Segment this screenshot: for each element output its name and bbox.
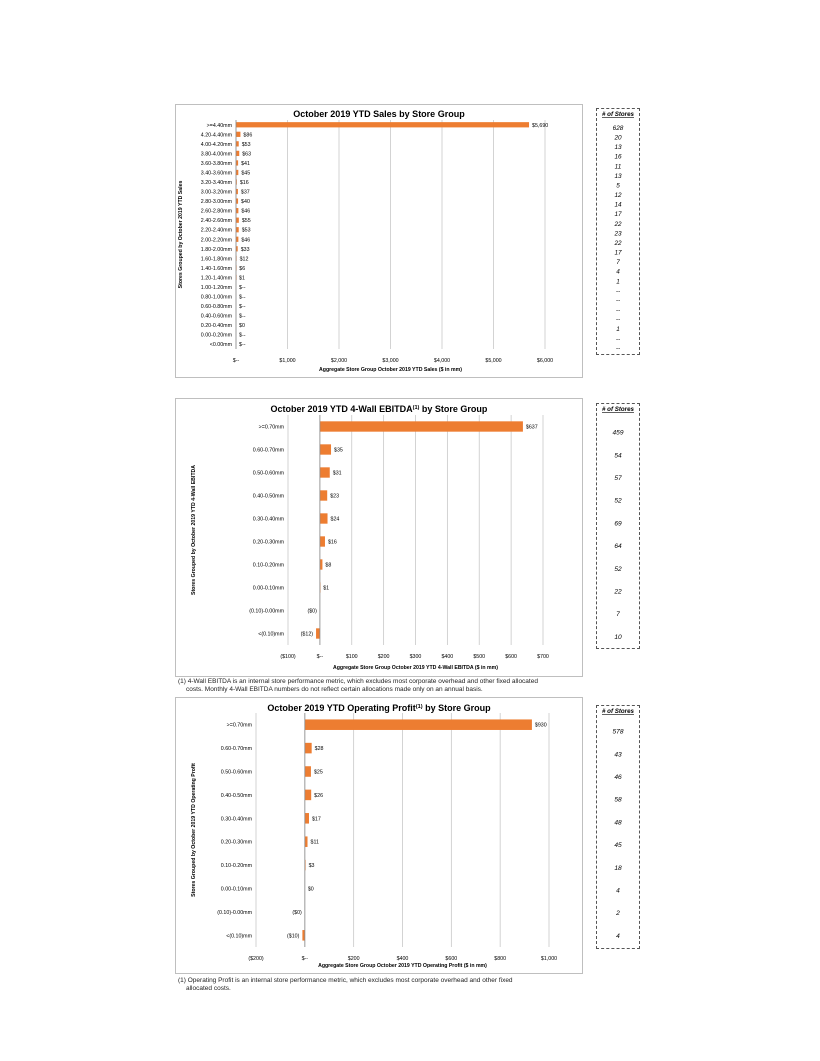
category-label: 0.30-0.40mm <box>220 816 252 823</box>
op-profit-stores-list <box>597 706 639 948</box>
chart-title-superscript: (1) <box>415 704 423 710</box>
bar <box>305 790 311 801</box>
x-tick-label: $2,000 <box>330 358 348 364</box>
store-count: 17 <box>614 211 622 219</box>
category-label: 4.00-4.20mm <box>200 141 232 148</box>
store-count: 11 <box>614 163 622 171</box>
store-count: 57 <box>614 474 622 482</box>
x-tick-label: $200 <box>347 956 360 962</box>
value-label: $16 <box>327 539 337 546</box>
x-tick-label: $400 <box>441 654 454 660</box>
store-count: -- <box>615 307 621 315</box>
store-count: 459 <box>612 429 624 437</box>
chart-title-superscript: (1) <box>412 405 420 411</box>
value-label: $6 <box>239 265 246 272</box>
op-profit-footnote <box>178 977 578 993</box>
bar <box>320 444 331 454</box>
value-label: $26 <box>314 792 324 799</box>
sales-stores-list <box>597 109 639 354</box>
stores-header: # of Stores <box>602 111 634 118</box>
category-label: >=0.70mm <box>226 722 252 729</box>
chart-title <box>271 404 488 414</box>
category-label: 3.60-3.80mm <box>200 160 232 167</box>
category-label: 0.10-0.20mm <box>252 562 284 569</box>
store-count: 14 <box>614 201 622 209</box>
value-label: $31 <box>332 470 342 477</box>
x-tick-label: $300 <box>409 654 422 660</box>
value-label: ($0) <box>307 608 317 615</box>
category-label: 0.00-0.10mm <box>220 886 252 893</box>
category-label: 0.50-0.60mm <box>220 769 252 776</box>
ebitda-chart <box>176 399 582 676</box>
store-count: 22 <box>614 239 622 247</box>
store-count: 12 <box>614 192 622 200</box>
op-profit-stores-panel <box>596 705 640 949</box>
store-count: 4 <box>616 268 620 276</box>
x-tick-label: $200 <box>377 654 390 660</box>
store-count: 22 <box>614 220 622 228</box>
bar <box>236 227 239 232</box>
category-label: 0.60-0.80mm <box>200 304 232 311</box>
bar <box>305 719 532 730</box>
category-label: 0.10-0.20mm <box>220 863 252 870</box>
value-label: $-- <box>239 284 246 291</box>
y-axis-title: Stores Grouped by October 2019 YTD Sales <box>178 180 184 289</box>
value-label: $930 <box>534 722 547 729</box>
bar <box>236 132 240 137</box>
category-label: <(0.10)mm <box>226 933 252 940</box>
store-count: 58 <box>614 796 622 804</box>
store-count: 46 <box>614 773 622 781</box>
bar <box>305 813 309 824</box>
x-axis-title: Aggregate Store Group October 2019 YTD 4-Wall EBITDA ($ in mm) <box>333 665 498 671</box>
store-count: 23 <box>614 230 622 238</box>
x-tick-label: $800 <box>494 956 507 962</box>
store-count: 54 <box>614 452 622 460</box>
chart-title <box>267 703 491 713</box>
store-count: 45 <box>614 842 622 850</box>
value-label: $37 <box>240 189 250 196</box>
store-count: 13 <box>614 172 622 180</box>
ebitda-footnote <box>178 678 578 694</box>
category-label: 2.00-2.20mm <box>200 237 232 244</box>
value-label: $17 <box>311 816 321 823</box>
x-axis-title: Aggregate Store Group October 2019 YTD Sales ($ in mm) <box>319 367 462 373</box>
value-label: $24 <box>330 516 340 523</box>
value-label: $28 <box>314 746 324 753</box>
value-label: $86 <box>243 132 253 139</box>
store-count: 578 <box>612 728 624 736</box>
x-tick-label: $-- <box>232 358 240 364</box>
value-label: $46 <box>241 208 251 215</box>
bar <box>236 122 529 127</box>
value-label: $46 <box>241 237 251 244</box>
x-tick-label: $6,000 <box>536 358 554 364</box>
bar <box>320 513 328 523</box>
sales-stores-panel <box>596 108 640 355</box>
bar <box>305 743 312 754</box>
category-label: 1.40-1.60mm <box>200 265 232 272</box>
x-tick-label: ($200) <box>248 956 264 962</box>
value-label: $-- <box>239 313 246 320</box>
category-label: (0.10)-0.00mm <box>249 608 284 615</box>
op-profit-chart <box>176 698 582 973</box>
x-tick-label: $1,000 <box>540 956 558 962</box>
x-tick-label: $700 <box>537 654 549 660</box>
value-label: $-- <box>239 342 246 349</box>
value-label: $16 <box>239 180 249 187</box>
store-count: 4 <box>616 887 620 895</box>
store-count: 20 <box>614 134 622 142</box>
value-label: $0 <box>239 323 245 330</box>
category-label: 0.40-0.60mm <box>200 313 232 320</box>
x-tick-label: $400 <box>396 956 409 962</box>
bar <box>236 218 239 223</box>
store-count: 16 <box>614 153 622 161</box>
value-label: $45 <box>241 170 251 177</box>
bar <box>236 151 239 156</box>
value-label: $637 <box>525 424 538 431</box>
bar <box>305 836 308 847</box>
ebitda-footnote-line1: (1) 4-Wall EBITDA is an internal store performance metric, which excludes most corporate overhead and other fixed allocated <box>178 678 538 685</box>
store-count: 10 <box>614 633 622 641</box>
sales-chart <box>176 105 582 377</box>
category-label: 0.20-0.40mm <box>200 323 232 330</box>
bar <box>320 490 327 500</box>
bar <box>305 766 311 777</box>
category-label: 4.20-4.40mm <box>200 132 232 139</box>
x-tick-label: $3,000 <box>382 358 399 364</box>
category-label: 1.80-2.00mm <box>200 246 232 253</box>
store-count: 5 <box>616 182 620 190</box>
category-label: 2.40-2.60mm <box>200 218 232 225</box>
store-count: 48 <box>614 819 622 827</box>
value-label: ($10) <box>287 933 300 940</box>
value-label: $25 <box>313 769 323 776</box>
value-label: ($0) <box>292 909 302 916</box>
y-axis-title: Stores Grouped by October 2019 YTD 4-Wall EBITDA <box>191 464 197 596</box>
value-label: $0 <box>307 886 314 893</box>
store-count: 1 <box>616 278 620 286</box>
category-label: 0.20-0.30mm <box>252 539 284 546</box>
category-label: 3.40-3.60mm <box>200 170 232 177</box>
store-count: 4 <box>616 932 620 940</box>
store-count: 7 <box>616 611 620 619</box>
value-label: $35 <box>334 447 343 454</box>
category-label: 0.20-0.30mm <box>220 839 252 846</box>
chart-title-main: October 2019 YTD Operating Profit <box>267 703 416 713</box>
store-count: 69 <box>614 520 622 528</box>
value-label: $-- <box>239 332 246 339</box>
category-label: >=0.70mm <box>258 424 284 431</box>
category-label: 0.40-0.50mm <box>220 792 252 799</box>
chart-title-main: October 2019 YTD Sales by Store Group <box>293 109 465 119</box>
value-label: $63 <box>242 151 252 158</box>
value-label: $12 <box>239 256 249 263</box>
store-count: 22 <box>614 588 622 596</box>
bar <box>320 421 523 431</box>
value-label: $3 <box>308 863 315 870</box>
category-label: (0.10)-0.00mm <box>217 909 252 916</box>
store-count: 17 <box>614 249 622 257</box>
value-label: ($12) <box>300 631 314 638</box>
ebitda-chart-container <box>175 398 583 677</box>
store-count: -- <box>615 345 621 353</box>
value-label: $8 <box>325 562 332 569</box>
store-count: 7 <box>616 259 620 267</box>
value-label: $53 <box>241 227 251 234</box>
category-label: 0.00-0.10mm <box>252 585 284 592</box>
x-tick-label: $500 <box>473 654 486 660</box>
value-label: $-- <box>239 294 246 301</box>
value-label: $11 <box>310 839 319 846</box>
store-count: 52 <box>614 565 622 573</box>
category-label: <(0.10)mm <box>258 631 284 638</box>
store-count: 64 <box>614 543 622 551</box>
x-tick-label: ($100) <box>280 654 296 660</box>
store-count: 2 <box>616 910 620 918</box>
bar <box>320 536 325 546</box>
chart-title <box>293 109 465 119</box>
category-label: 2.20-2.40mm <box>200 227 232 234</box>
value-label: $23 <box>330 493 340 500</box>
value-label: $5,690 <box>532 122 549 129</box>
op-profit-footnote-line1: (1) Operating Profit is an internal store performance metric, which excludes most corporate overhead and other fixed <box>178 977 513 984</box>
category-label: 0.50-0.60mm <box>252 470 284 477</box>
y-axis-title: Stores Grouped by October 2019 YTD Operating Profit <box>191 763 197 897</box>
x-axis-title: Aggregate Store Group October 2019 YTD Operating Profit ($ in mm) <box>318 963 487 969</box>
chart-title-main: October 2019 YTD 4-Wall EBITDA <box>270 404 413 414</box>
x-tick-label: $1,000 <box>279 358 296 364</box>
category-label: 0.00-0.20mm <box>200 332 232 339</box>
value-label: $-- <box>239 304 246 311</box>
ebitda-stores-list <box>597 404 639 648</box>
chart-title-suffix: by Store Group <box>422 703 491 713</box>
value-label: $33 <box>240 246 250 253</box>
store-count: 43 <box>614 751 622 759</box>
category-label: 2.80-3.00mm <box>200 199 232 206</box>
ebitda-stores-panel <box>596 403 640 649</box>
x-tick-label: $4,000 <box>433 358 451 364</box>
stores-header: # of Stores <box>602 406 634 413</box>
op-profit-chart-container <box>175 697 583 974</box>
x-tick-label: $-- <box>316 654 324 660</box>
bar <box>236 141 239 146</box>
ebitda-footnote-line2: costs. Monthly 4-Wall EBITDA numbers do not reflect certain allocations made only on an annual basis. <box>186 686 483 693</box>
value-label: $40 <box>241 199 250 206</box>
category-label: 0.30-0.40mm <box>252 516 284 523</box>
category-label: 3.20-3.40mm <box>200 180 232 187</box>
x-tick-label: $600 <box>445 956 458 962</box>
store-count: 52 <box>614 497 622 505</box>
x-tick-label: $100 <box>345 654 358 660</box>
x-tick-label: $600 <box>505 654 518 660</box>
category-label: 0.80-1.00mm <box>200 294 232 301</box>
store-count: 13 <box>614 144 622 152</box>
value-label: $55 <box>241 218 251 225</box>
category-label: 0.60-0.70mm <box>220 746 252 753</box>
chart-title-suffix: by Store Group <box>419 404 488 414</box>
category-label: 1.20-1.40mm <box>200 275 232 282</box>
category-label: 1.00-1.20mm <box>200 284 232 291</box>
store-count: 18 <box>614 864 622 872</box>
value-label: $1 <box>323 585 330 592</box>
category-label: 0.60-0.70mm <box>252 447 284 454</box>
category-label: 3.00-3.20mm <box>200 189 232 196</box>
bar <box>320 467 330 477</box>
category-label: 1.60-1.80mm <box>200 256 232 263</box>
op-profit-footnote-line2: allocated costs. <box>186 985 231 992</box>
store-count: -- <box>615 316 621 324</box>
store-count: 1 <box>616 326 620 334</box>
category-label: 0.40-0.50mm <box>252 493 284 500</box>
store-count: -- <box>615 297 621 305</box>
category-label: 2.60-2.80mm <box>200 208 232 215</box>
bar <box>316 628 320 638</box>
store-count: -- <box>615 335 621 343</box>
stores-header: # of Stores <box>602 708 634 715</box>
category-label: <0.00mm <box>209 342 232 349</box>
category-label: 3.80-4.00mm <box>200 151 232 158</box>
x-tick-label: $5,000 <box>485 358 502 364</box>
x-tick-label: $-- <box>301 956 309 962</box>
store-count: -- <box>615 287 621 295</box>
category-label: >=4.40mm <box>206 122 232 129</box>
sales-chart-container <box>175 104 583 378</box>
store-count: 628 <box>612 124 624 132</box>
value-label: $1 <box>239 275 245 282</box>
value-label: $53 <box>241 141 251 148</box>
value-label: $41 <box>241 160 250 167</box>
